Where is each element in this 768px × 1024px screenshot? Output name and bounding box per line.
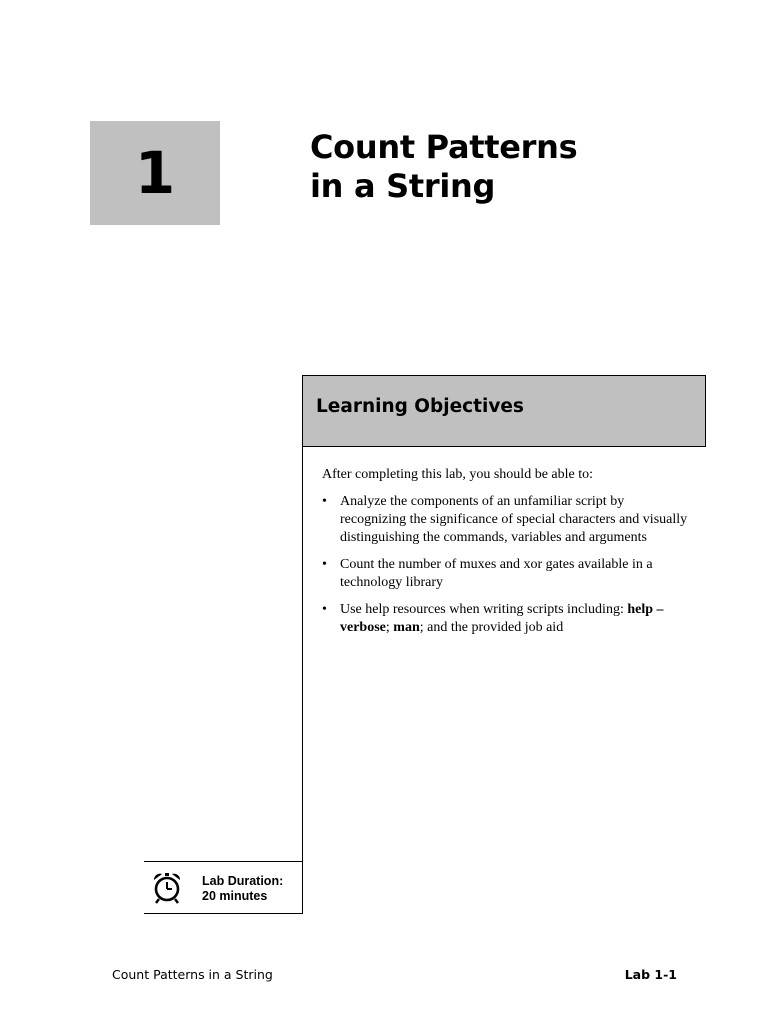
objectives-intro: After completing this lab, you should be able to: [322,467,594,482]
lab-duration-text [202,874,283,904]
learning-objectives-heading: Learning Objectives [316,396,524,417]
chapter-number: 1 [134,139,176,207]
sidebar-divider [302,446,303,914]
page-title [310,128,577,206]
objective-item-2: • Count the number of muxes and xor gates available in a technology library [322,556,692,592]
learning-objectives-header [302,375,706,447]
lab-duration-box [144,861,302,914]
help-verbose-command: help –verbose [340,602,664,635]
objective-3-text-2: ; [385,620,394,635]
lab-duration-value: 20 minutes [202,889,268,903]
objective-item-3 [322,601,692,637]
chapter-number-box [90,121,220,225]
title-line-2: in a String [310,167,496,205]
title-line-1: Count Patterns [310,128,578,166]
objective-3-text-1: Use help resources when writing scripts including: [340,602,628,617]
objective-item-1: • Analyze the components of an unfamiliar script by recognizing the significance of special characters and visually distinguishing the commands, variables and arguments [322,493,692,547]
footer-page-number: Lab 1-1 [624,967,677,982]
objectives-list [322,493,692,637]
man-command: man [393,620,420,635]
alarm-clock-icon [151,871,183,905]
objectives-content [322,466,692,646]
objective-3-text-3: ; and the provided job aid [419,620,564,635]
lab-duration-label: Lab Duration: [202,874,284,888]
footer-chapter-title: Count Patterns in a String [112,967,273,982]
